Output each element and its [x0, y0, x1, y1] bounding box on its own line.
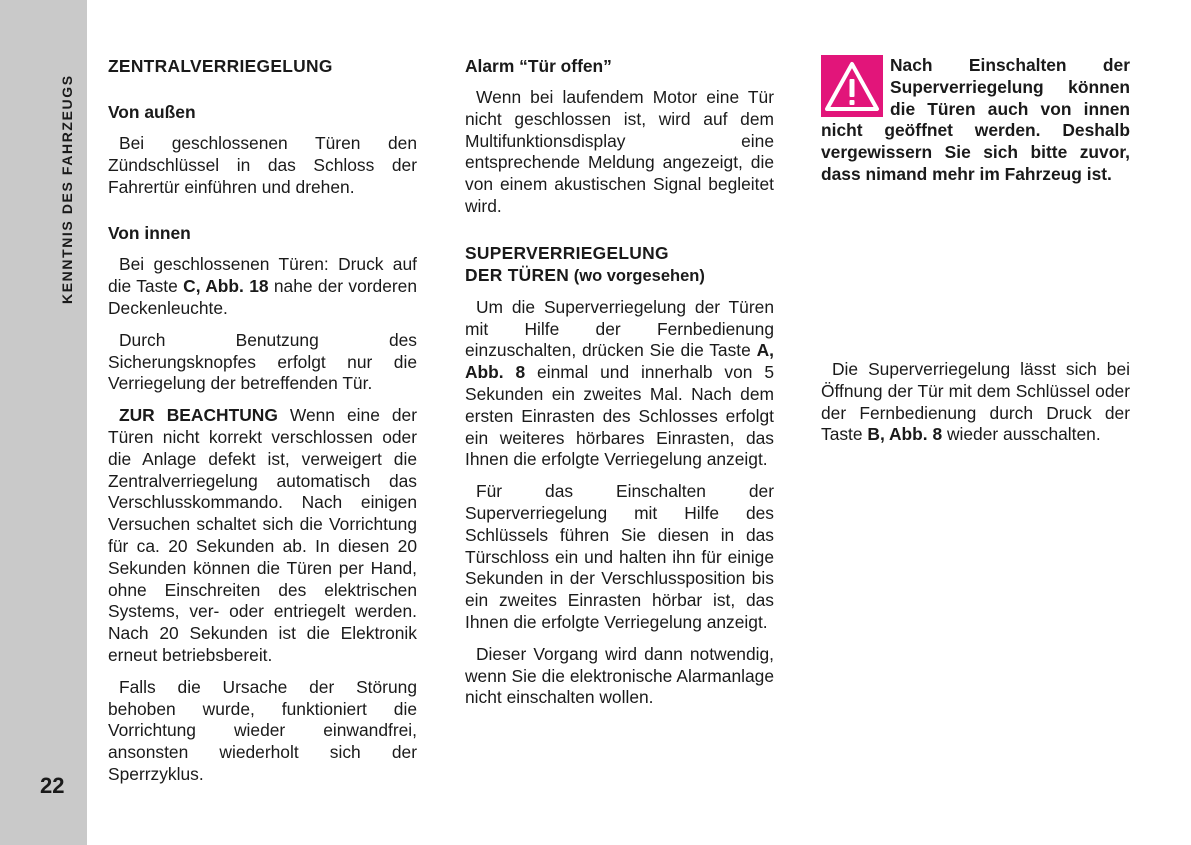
page-number: 22: [40, 773, 65, 798]
paragraph: Durch Benutzung des Sicherungsknopfes erfolgt nur die Verriegelung der betreffenden Tür.: [108, 329, 417, 394]
paragraph: Für das Einschalten der Superverriegelung mit Hilfe des Schlüssels führen Sie diesen in das Türschloss ein und halten ihn für einige Sekunden in der Verschlussposition bis ein zweites Einrasten hörbar ist, das Ihnen die erfolgte Verriegelung anzeigt.: [465, 481, 774, 632]
sidebar: [0, 0, 87, 845]
paragraph: Falls die Ursache der Störung behoben wurde, funktioniert die Vorrichtung wieder einwandfrei, ansonsten wiederholt sich der Sperrzyklus.: [108, 676, 417, 784]
note-label: ZUR BEACHTUNG: [119, 405, 278, 426]
heading-superverriegelung: SUPERVERRIEGELUNG DER TÜREN (wo vorgesehen): [465, 242, 705, 285]
paragraph: Wenn bei laufendem Motor eine Tür nicht geschlossen ist, wird auf dem Multifunktionsdisplay eine entsprechende Meldung angezeigt, die von einem akustischen Signal begleitet wird.: [465, 87, 774, 216]
subheading-von-aussen: Von außen: [108, 102, 196, 122]
subheading-von-innen: Von innen: [108, 223, 191, 244]
section-title: KENNTNIS DES FAHRZEUGS: [59, 74, 75, 304]
paragraph: Um die Superverriegelung der Türen mit Hilfe der Fernbedienung einzuschalten, drücken Sie die Taste A, Abb. 8 einmal und innerhalb von 5 Sekunden ein zweites Mal. Nach dem ersten Einrasten des Schlosses erfolgt ein weiteres hörbares Einrasten, das Ihnen die erfolgte Verriegelung anzeigt.: [465, 296, 774, 470]
paragraph: Dieser Vorgang wird dann notwendig, wenn Sie die elektronische Alarmanlage nicht einschalten wollen.: [465, 643, 774, 708]
paragraph: Bei geschlossenen Türen den Zündschlüssel in das Schloss der Fahrertür einführen und drehen.: [108, 133, 417, 197]
column-2: [465, 55, 774, 709]
note-block: [821, 359, 1130, 446]
warning-box: [821, 55, 1130, 186]
warning-triangle-icon: [821, 55, 883, 117]
paragraph-note: ZUR BEACHTUNG Wenn eine der Türen nicht korrekt verschlossen oder die Anlage defekt ist, verweigert die Zentralverriegelung automatisch das Verschlusskommando. Nach einigen Versuchen schaltet sich die Vorrichtung für ca. 20 Sekunden ab. In diesen 20 Sekunden können die Türen per Hand, ohne Einschreiten des elektrischen Systems, ver- oder entriegelt werden. Nach 20 Sekunden ist die Elektronik erneut betriebsbereit.: [108, 405, 417, 665]
column-3: [821, 55, 1130, 445]
paragraph: Bei geschlossenen Türen: Druck auf die Taste C, Abb. 18 nahe der vorderen Deckenleuchte.: [108, 254, 418, 318]
paragraph: Die Superverriegelung lässt sich bei Öffnung der Tür mit dem Schlüssel oder der Fernbedienung durch Druck der Taste B, Abb. 8 wieder ausschalten.: [821, 359, 1130, 445]
warning-text: Nach Einschalten der Superverriegelung können die Türen auch von innen nicht geöffnet werden. Deshalb vergewissern Sie sich bitte zuvor, dass nimand mehr im Fahrzeug ist.: [821, 55, 1130, 184]
column-1: [108, 55, 417, 786]
subheading-alarm: Alarm “Tür offen”: [465, 56, 612, 76]
heading-zentralverriegelung: ZENTRALVERRIEGELUNG: [108, 56, 333, 76]
